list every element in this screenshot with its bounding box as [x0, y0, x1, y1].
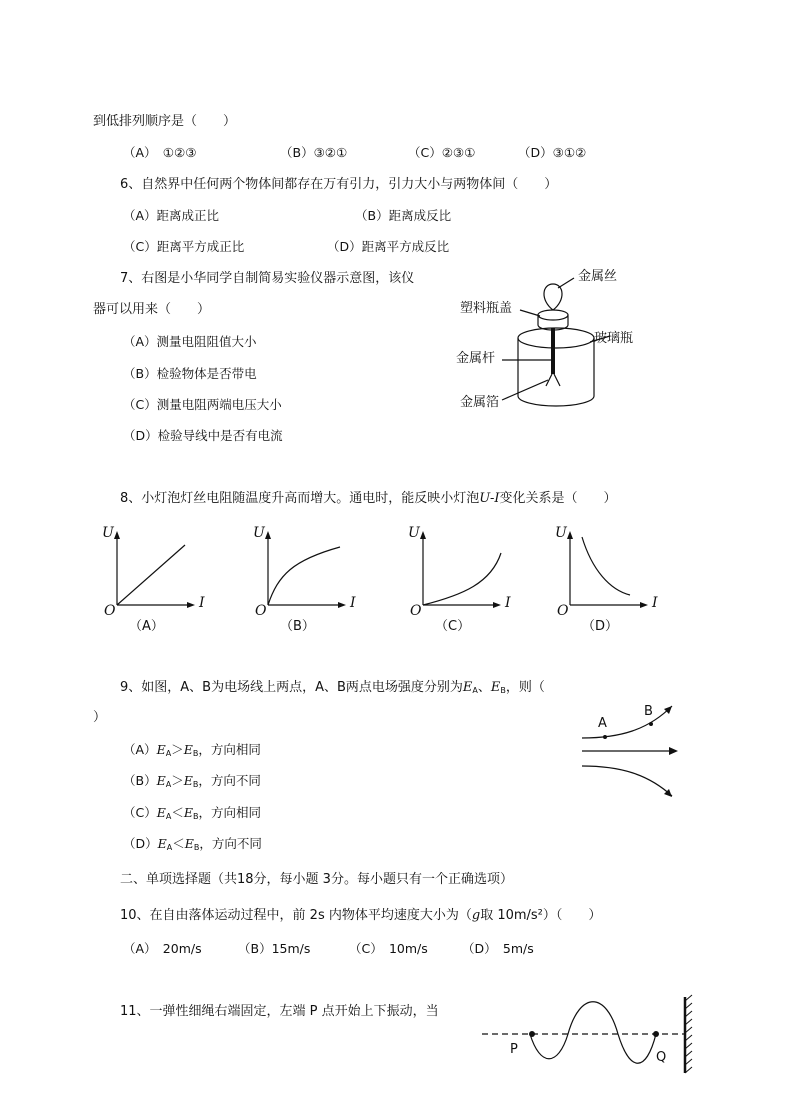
q5-option-c[interactable]: （C）②③①: [408, 145, 476, 160]
point-p-label: P: [510, 1042, 518, 1057]
origin-label: O: [255, 603, 267, 619]
label-metal-wire: 金属丝: [578, 269, 618, 284]
option-tail: ，方向相同: [198, 805, 261, 820]
q9-option-c[interactable]: [123, 805, 261, 825]
label-metal-foil: 金属箔: [460, 395, 500, 410]
point-q-dot: [653, 1031, 659, 1037]
x-axis-arrow: [338, 602, 346, 608]
ui-graph-b: [253, 525, 356, 634]
q7-stem-line2: 器可以用来（ ）: [93, 302, 211, 317]
q6-option-d[interactable]: （D）距离平方成反比: [327, 239, 450, 254]
field-line-bottom: [582, 766, 672, 796]
sub-a: A: [166, 843, 173, 852]
q9-option-a[interactable]: [123, 742, 261, 762]
sub-a: A: [165, 749, 172, 758]
field-e-symbol: E: [156, 773, 166, 788]
ui-graph-c: [408, 525, 511, 634]
origin-label: O: [557, 603, 569, 619]
section2-heading: 二、单项选择题（共18分，每小题 3分。每小题只有一个正确选项）: [120, 872, 513, 887]
option-tail: ，方向相同: [198, 742, 261, 757]
point-a-label: A: [598, 716, 607, 731]
rope-wave-figure: [480, 995, 700, 1085]
q7-stem-line1: 7、右图是小华同学自制简易实验仪器示意图，该仪: [120, 271, 415, 286]
option-label: （B）: [123, 773, 157, 788]
q8-stem-variable: U-I: [479, 491, 500, 506]
field-e-symbol: E: [156, 805, 166, 820]
sub-a: A: [472, 686, 478, 695]
sub-b: B: [192, 780, 199, 789]
x-axis-arrow: [187, 602, 195, 608]
sub-b: B: [500, 686, 506, 695]
sub-b: B: [192, 812, 199, 821]
y-axis-label: U: [555, 525, 567, 541]
y-axis-arrow: [420, 531, 426, 539]
q10-option-d[interactable]: （D） 5m/s: [462, 941, 534, 956]
q5-option-b[interactable]: （B）③②①: [280, 145, 348, 160]
x-axis-label: I: [199, 595, 205, 611]
origin-label: O: [410, 603, 422, 619]
ui-curve-decreasing: [582, 537, 630, 595]
q10-option-a[interactable]: （A） 20m/s: [123, 941, 202, 956]
point-q-label: Q: [656, 1050, 667, 1065]
label-glass-bottle: 玻璃瓶: [594, 331, 634, 346]
q7-option-b[interactable]: （B）检验物体是否带电: [123, 366, 257, 381]
q8-stem-prefix: 8、小灯泡灯丝电阻随温度升高而增大。通电时，能反映小灯泡: [120, 491, 480, 506]
q5-stem-tail: 到低排列顺序是（ ）: [93, 114, 237, 129]
ui-curve-convex: [423, 553, 501, 605]
y-axis-arrow: [265, 531, 271, 539]
x-axis-label: I: [350, 595, 356, 611]
point-p-dot: [529, 1031, 535, 1037]
sub-b: B: [192, 749, 199, 758]
ui-curve-concave: [268, 547, 340, 605]
y-axis-label: U: [408, 525, 420, 541]
q6-option-b[interactable]: （B）距离成反比: [355, 208, 452, 223]
y-axis-arrow: [567, 531, 573, 539]
option-label: （A）: [123, 742, 157, 757]
origin-label: O: [104, 603, 116, 619]
label-metal-rod: 金属杆: [456, 351, 496, 366]
field-e-symbol: E: [462, 680, 473, 695]
q9-stem-pre: 9、如图，A、B为电场线上两点，A、B两点电场强度分别为: [120, 680, 463, 695]
q5-option-d[interactable]: （D）③①②: [518, 145, 587, 160]
sub-a: A: [165, 780, 172, 789]
label-plastic-cap: 塑料瓶盖: [460, 301, 513, 316]
y-axis-label: U: [253, 525, 265, 541]
y-axis-label: U: [102, 525, 114, 541]
q9-stem-line2: ）: [93, 710, 107, 725]
ui-graph-a: [102, 525, 205, 634]
sub-a: A: [165, 812, 172, 821]
y-axis-arrow: [114, 531, 120, 539]
graph-option-label[interactable]: （B）: [280, 619, 315, 634]
sub-b: B: [193, 843, 200, 852]
relation-symbol: ＞: [171, 742, 184, 757]
q6-option-a[interactable]: （A）距离成正比: [123, 208, 220, 223]
q7-option-a[interactable]: （A）测量电阻阻值大小: [123, 334, 257, 349]
q5-option-a[interactable]: （A） ①②③: [123, 145, 197, 160]
option-tail: ，方向不同: [198, 773, 261, 788]
graph-option-label[interactable]: （C）: [435, 619, 471, 634]
ui-curve-linear: [117, 545, 185, 605]
q9-stem-post: ，则（: [505, 680, 545, 695]
q6-option-c[interactable]: （C）距离平方成正比: [123, 239, 245, 254]
relation-symbol: ＜: [172, 836, 185, 851]
q6-stem: 6、自然界中任何两个物体间都存在万有引力，引力大小与两物体间（ ）: [120, 177, 558, 192]
relation-symbol: ＜: [171, 805, 184, 820]
point-b-label: B: [644, 704, 653, 719]
q7-option-d[interactable]: （D）检验导线中是否有电流: [123, 428, 283, 443]
q10-stem-post: 取 10m/s²）（ ）: [480, 908, 602, 923]
q11-stem: 11、一弹性细绳右端固定，左端 P 点开始上下振动，当: [120, 1004, 439, 1019]
option-label: （D）: [123, 836, 158, 851]
sep: 、: [477, 680, 491, 695]
x-axis-label: I: [505, 595, 511, 611]
field-e-symbol: E: [183, 805, 193, 820]
q10-option-c[interactable]: （C） 10m/s: [349, 941, 428, 956]
q10-stem: [120, 908, 601, 924]
x-axis-label: I: [652, 595, 658, 611]
q8-stem-suffix: 变化关系是（ ）: [499, 491, 617, 506]
ui-graph-d: [555, 525, 658, 634]
field-e-symbol: E: [157, 836, 167, 851]
field-lines-figure: [580, 700, 690, 810]
q7-option-c[interactable]: （C）测量电阻两端电压大小: [123, 397, 282, 412]
graph-option-label[interactable]: （D）: [582, 619, 619, 634]
q10-option-b[interactable]: （B）15m/s: [238, 941, 311, 956]
q9-option-b[interactable]: [123, 773, 261, 793]
q10-stem-pre: 10、在自由落体运动过程中，前 2s 内物体平均速度大小为（: [120, 908, 472, 923]
field-line-top: [582, 706, 672, 738]
option-label: （C）: [123, 805, 157, 820]
q9-option-d[interactable]: [123, 836, 262, 856]
point-b-dot: [649, 722, 653, 726]
wave-curve: [530, 1002, 656, 1064]
field-e-symbol: E: [183, 742, 193, 757]
point-a-dot: [603, 735, 607, 739]
option-tail: ，方向不同: [199, 836, 262, 851]
g-symbol: g: [471, 908, 481, 923]
field-e-symbol: E: [156, 742, 166, 757]
field-e-symbol: E: [183, 773, 193, 788]
q9-stem-line1: [120, 680, 545, 699]
x-axis-arrow: [493, 602, 501, 608]
field-e-symbol: E: [490, 680, 501, 695]
x-axis-arrow: [640, 602, 648, 608]
graph-option-label[interactable]: （A）: [129, 619, 164, 634]
field-e-symbol: E: [184, 836, 194, 851]
relation-symbol: ＞: [171, 773, 184, 788]
